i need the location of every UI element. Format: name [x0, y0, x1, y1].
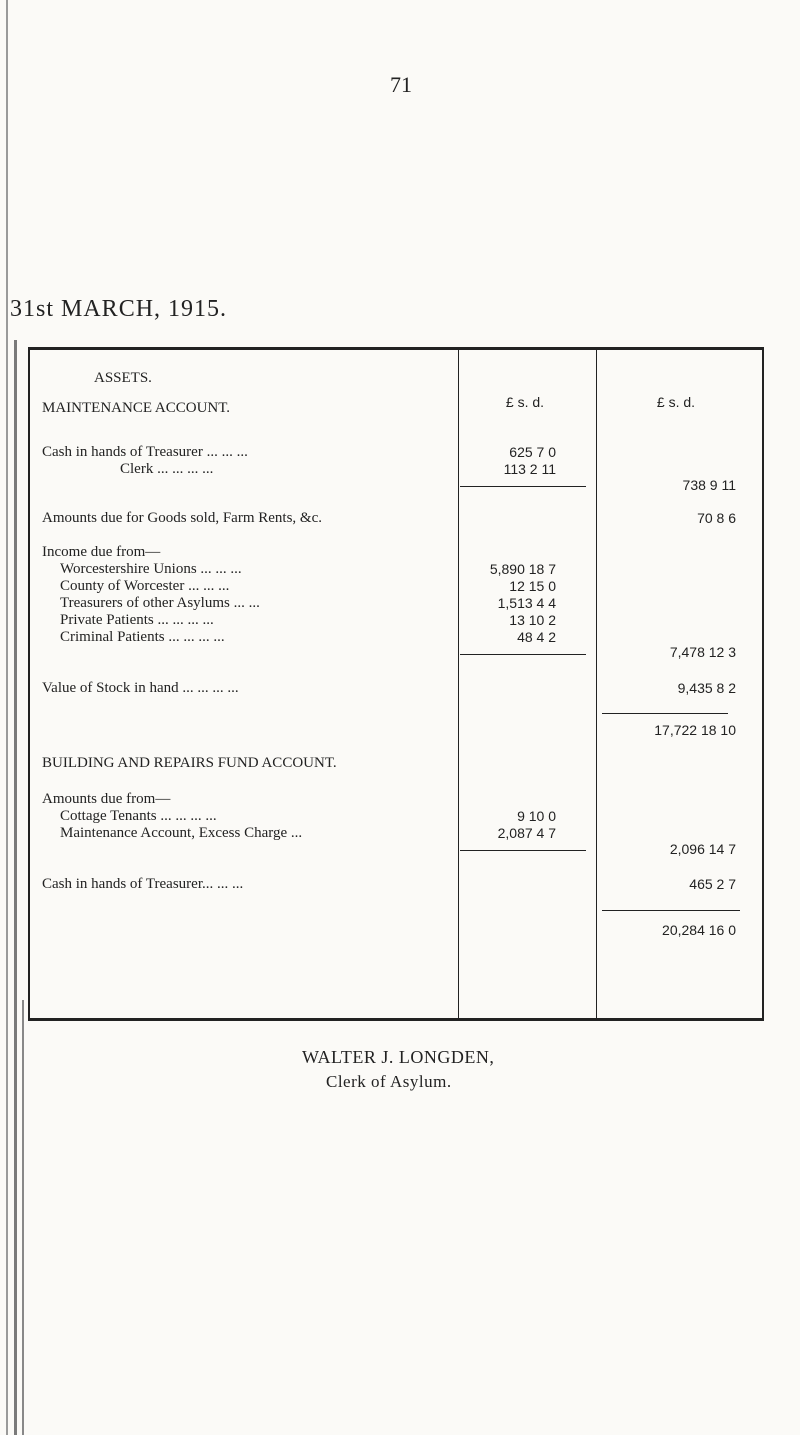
row-total: 17,722 18 10: [654, 722, 736, 738]
row-total: 465 2 7: [689, 876, 736, 892]
row-label: Cash in hands of Treasurer ... ... ...: [42, 444, 248, 460]
row-amount: 48 4 2: [517, 629, 556, 645]
total-rule: [602, 910, 740, 911]
signature-name: WALTER J. LONGDEN,: [302, 1047, 495, 1067]
column-divider: [596, 350, 597, 1018]
row-label: Income due from—: [42, 544, 161, 560]
row-amount: 1,513 4 4: [497, 595, 556, 611]
row-label: Maintenance Account, Excess Charge ...: [60, 825, 303, 841]
subtotal-rule: [460, 486, 586, 487]
row-label: Cottage Tenants ... ... ... ...: [60, 808, 217, 824]
subtotal-rule: [460, 654, 586, 655]
row-label: Criminal Patients ... ... ... ...: [60, 629, 225, 645]
row-amount: 5,890 18 7: [489, 561, 556, 577]
row-total: 738 9 11: [682, 477, 736, 493]
row-label: Worcestershire Unions ... ... ...: [60, 561, 242, 577]
row-label: Amounts due from—: [42, 791, 171, 807]
row-label: County of Worcester ... ... ...: [60, 578, 230, 594]
total-rule: [602, 713, 728, 714]
row-amount: 113 2 11: [503, 461, 556, 477]
grand-total: 20,284 16 0: [662, 922, 736, 938]
binding-edge: [22, 1000, 24, 1435]
col2-header: £ s. d.: [656, 394, 696, 410]
date-line: 31st MARCH, 1915.: [10, 296, 228, 322]
page-number: 71: [390, 72, 412, 97]
row-amount: 13 10 2: [509, 612, 556, 628]
row-amount: 2,087 4 7: [497, 825, 556, 841]
assets-heading: ASSETS.: [94, 370, 152, 386]
row-amount: 12 15 0: [509, 578, 556, 594]
row-total: 7,478 12 3: [669, 644, 736, 660]
row-label: Private Patients ... ... ... ...: [60, 612, 214, 628]
building-heading: BUILDING AND REPAIRS FUND ACCOUNT.: [42, 755, 337, 771]
row-label: Value of Stock in hand ... ... ... ...: [42, 680, 239, 696]
row-label: Clerk ... ... ... ...: [120, 461, 214, 477]
maintenance-heading: MAINTENANCE ACCOUNT.: [42, 400, 231, 416]
signature-title: Clerk of Asylum.: [326, 1072, 452, 1091]
column-divider: [458, 350, 459, 1018]
col1-header: £ s. d.: [505, 394, 545, 410]
row-label: Cash in hands of Treasurer... ... ...: [42, 876, 244, 892]
row-amount: 625 7 0: [509, 444, 556, 460]
row-amount: 9 10 0: [517, 808, 556, 824]
binding-edge: [14, 340, 17, 1435]
row-label: Amounts due for Goods sold, Farm Rents, &c.: [42, 510, 322, 526]
row-label: Treasurers of other Asylums ... ...: [60, 595, 260, 611]
row-total: 9,435 8 2: [677, 680, 736, 696]
binding-edge: [6, 0, 8, 1435]
row-total: 70 8 6: [697, 510, 736, 526]
subtotal-rule: [460, 850, 586, 851]
row-total: 2,096 14 7: [669, 841, 736, 857]
assets-table: [28, 347, 764, 1021]
